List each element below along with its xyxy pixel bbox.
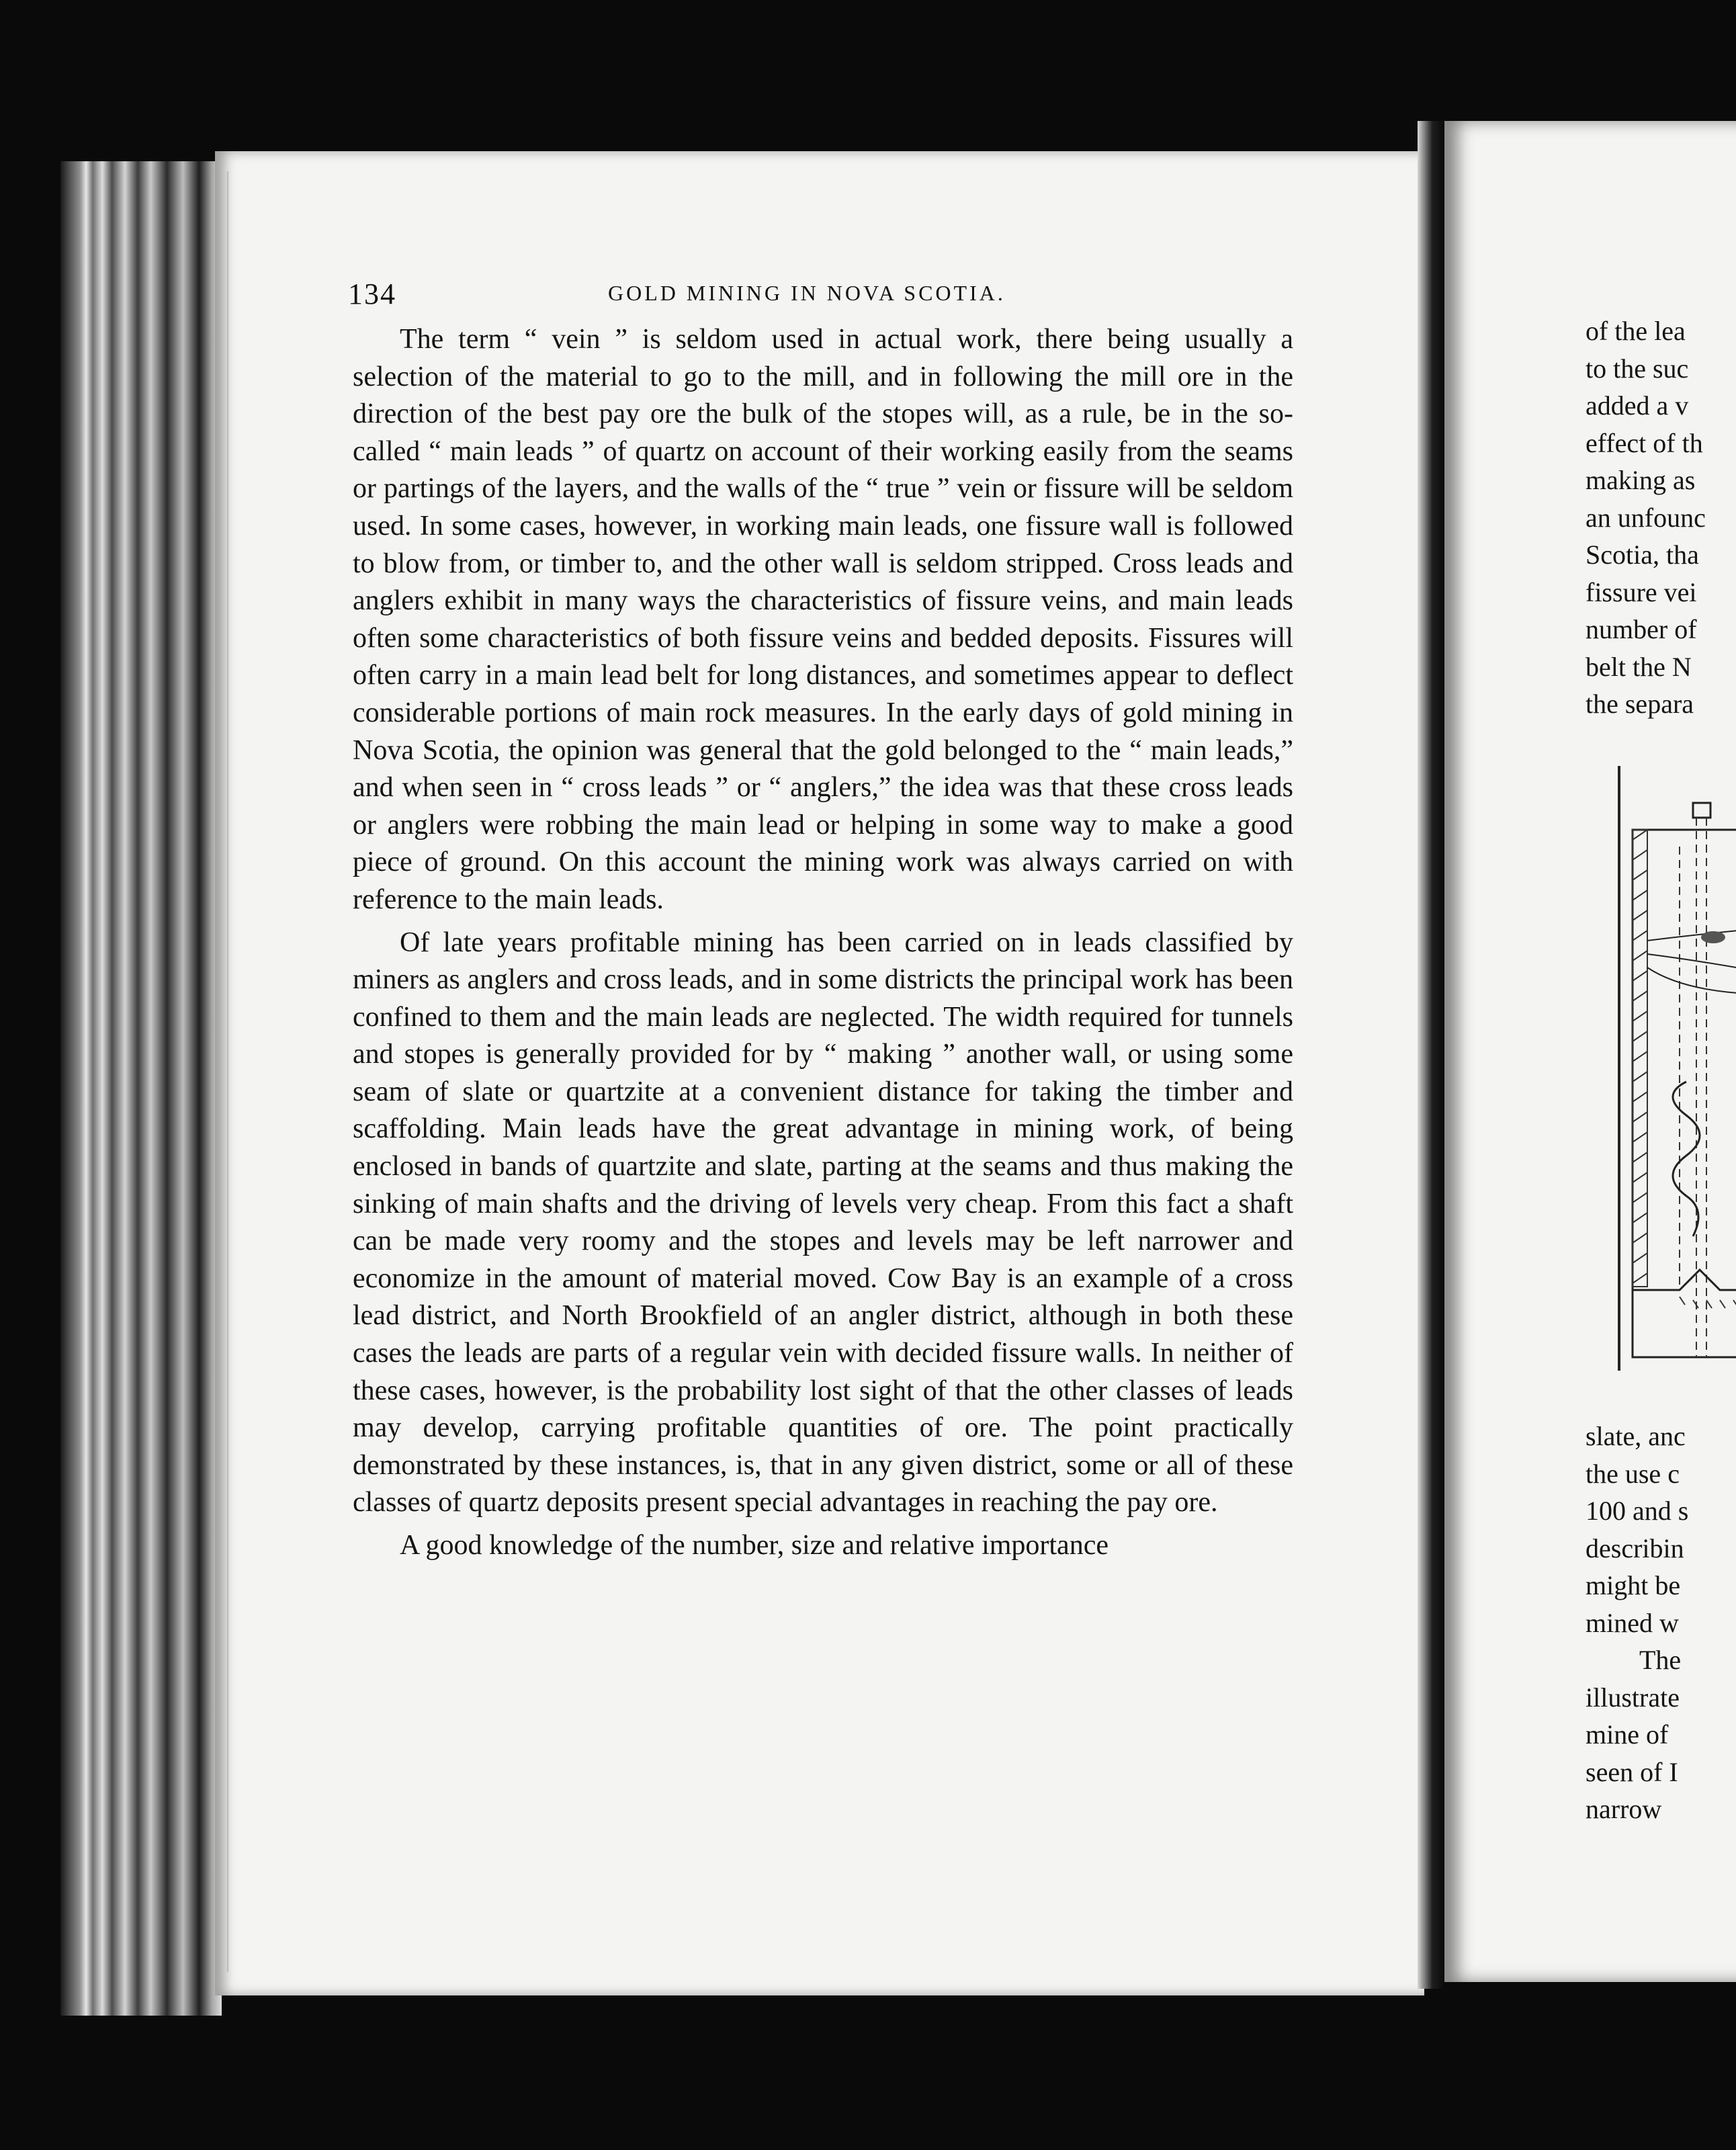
paragraph: Of late years profitable mining has been carried on in leads classified by miners as anglers and cross leads, and in some districts the principal work has been confined to them and the main leads are neglected. The width required for tunnels and stopes is generally provided for by “ making ” another wall, or using some seam of slate or quartzite at a convenient distance for taking the timber and scaffolding. Main leads have the great advantage in mining work, of being enclosed in bands of quartzite and slate, parting at the seams and thus making the sinking of main shafts and the driving of levels very cheap. From this fact a shaft can be made very roomy and the stopes and levels may be left narrower and economize in the amount of material moved. Cow Bay is an example of a cross lead district, and North Brookfield of an angler district, although in both these cases the leads are parts of a regular vein with decided fissure walls. In neither of these cases, however, is the probability lost sight of that the other classes of leads may develop, carrying profitable quantities of ore. The point practically demonstrated by these instances, is, that in any given district, some or all of these classes of quartz deposits present special advantages in reaching the pay ore. (353, 927, 1293, 1518)
text-line: fissure vei (1586, 576, 1697, 607)
text-line: might be (1586, 1570, 1681, 1600)
text-line: effect of th (1586, 427, 1703, 458)
page-edges (60, 161, 222, 2016)
book-gutter (1418, 121, 1444, 1989)
paragraph: A good knowledge of the number, size and relative importance (400, 1530, 1109, 1561)
text-line: mined w (1586, 1607, 1679, 1638)
text-line: making as (1586, 465, 1696, 495)
right-page-top-text (1586, 312, 1736, 723)
mine-section-diagram (1612, 766, 1736, 1377)
running-title: GOLD MINING IN NOVA SCOTIA. (608, 281, 1006, 305)
page-number: 134 (348, 277, 396, 310)
text-line: the separa (1586, 689, 1694, 719)
text-line: narrow (1586, 1794, 1662, 1824)
text-line: seen of I (1586, 1756, 1678, 1787)
text-line: the use c (1586, 1458, 1680, 1489)
text-line: slate, anc (1586, 1421, 1686, 1451)
text-line: belt the N (1586, 651, 1692, 682)
text-line: to the suc (1586, 353, 1689, 384)
page-border-line (227, 171, 228, 1972)
text-line: The (1639, 1645, 1682, 1675)
text-line: Scotia, tha (1586, 540, 1699, 570)
text-line: illustrate (1586, 1682, 1680, 1713)
text-line: number of (1586, 614, 1697, 644)
text-line: of the lea (1586, 316, 1686, 346)
text-line: added a v (1586, 390, 1689, 421)
text-line: describin (1586, 1533, 1684, 1563)
paragraph: The term “ vein ” is seldom used in actual work, there being usually a selection of the material to go to the mill, and in following the mill ore in the direction of the best pay ore the bulk of the stopes will, as a rule, be in the so-called “ main leads ” of quartz on account of their working easily from the seams or partings of the layers, and the walls of the “ true ” vein or fissure will be seldom used. In some cases, however, in working main leads, one fissure wall is followed to blow from, or timber to, and the other wall is seldom stripped. Cross leads and anglers exhibit in many ways the characteristics of fissure veins, and main leads often some characteristics of both fissure veins and bedded deposits. Fissures will often carry in a main lead belt for long distances, and sometimes appear to deflect considerable portions of main rock measures. In the early days of gold mining in Nova Scotia, the opinion was general that the gold belonged to the “ main leads,” and when seen in “ cross leads ” or “ anglers,” the idea was that these cross leads or anglers were robbing the main lead or helping in some way to make a good piece of ground. On this account the mining work was always carried on with reference to the main leads. (353, 324, 1293, 915)
text-line: mine of (1586, 1719, 1669, 1750)
text-line: 100 and s (1586, 1496, 1689, 1526)
right-page-bottom-text (1586, 1418, 1736, 1828)
left-page-body (353, 321, 1293, 1570)
text-line: an unfounc (1586, 502, 1706, 533)
